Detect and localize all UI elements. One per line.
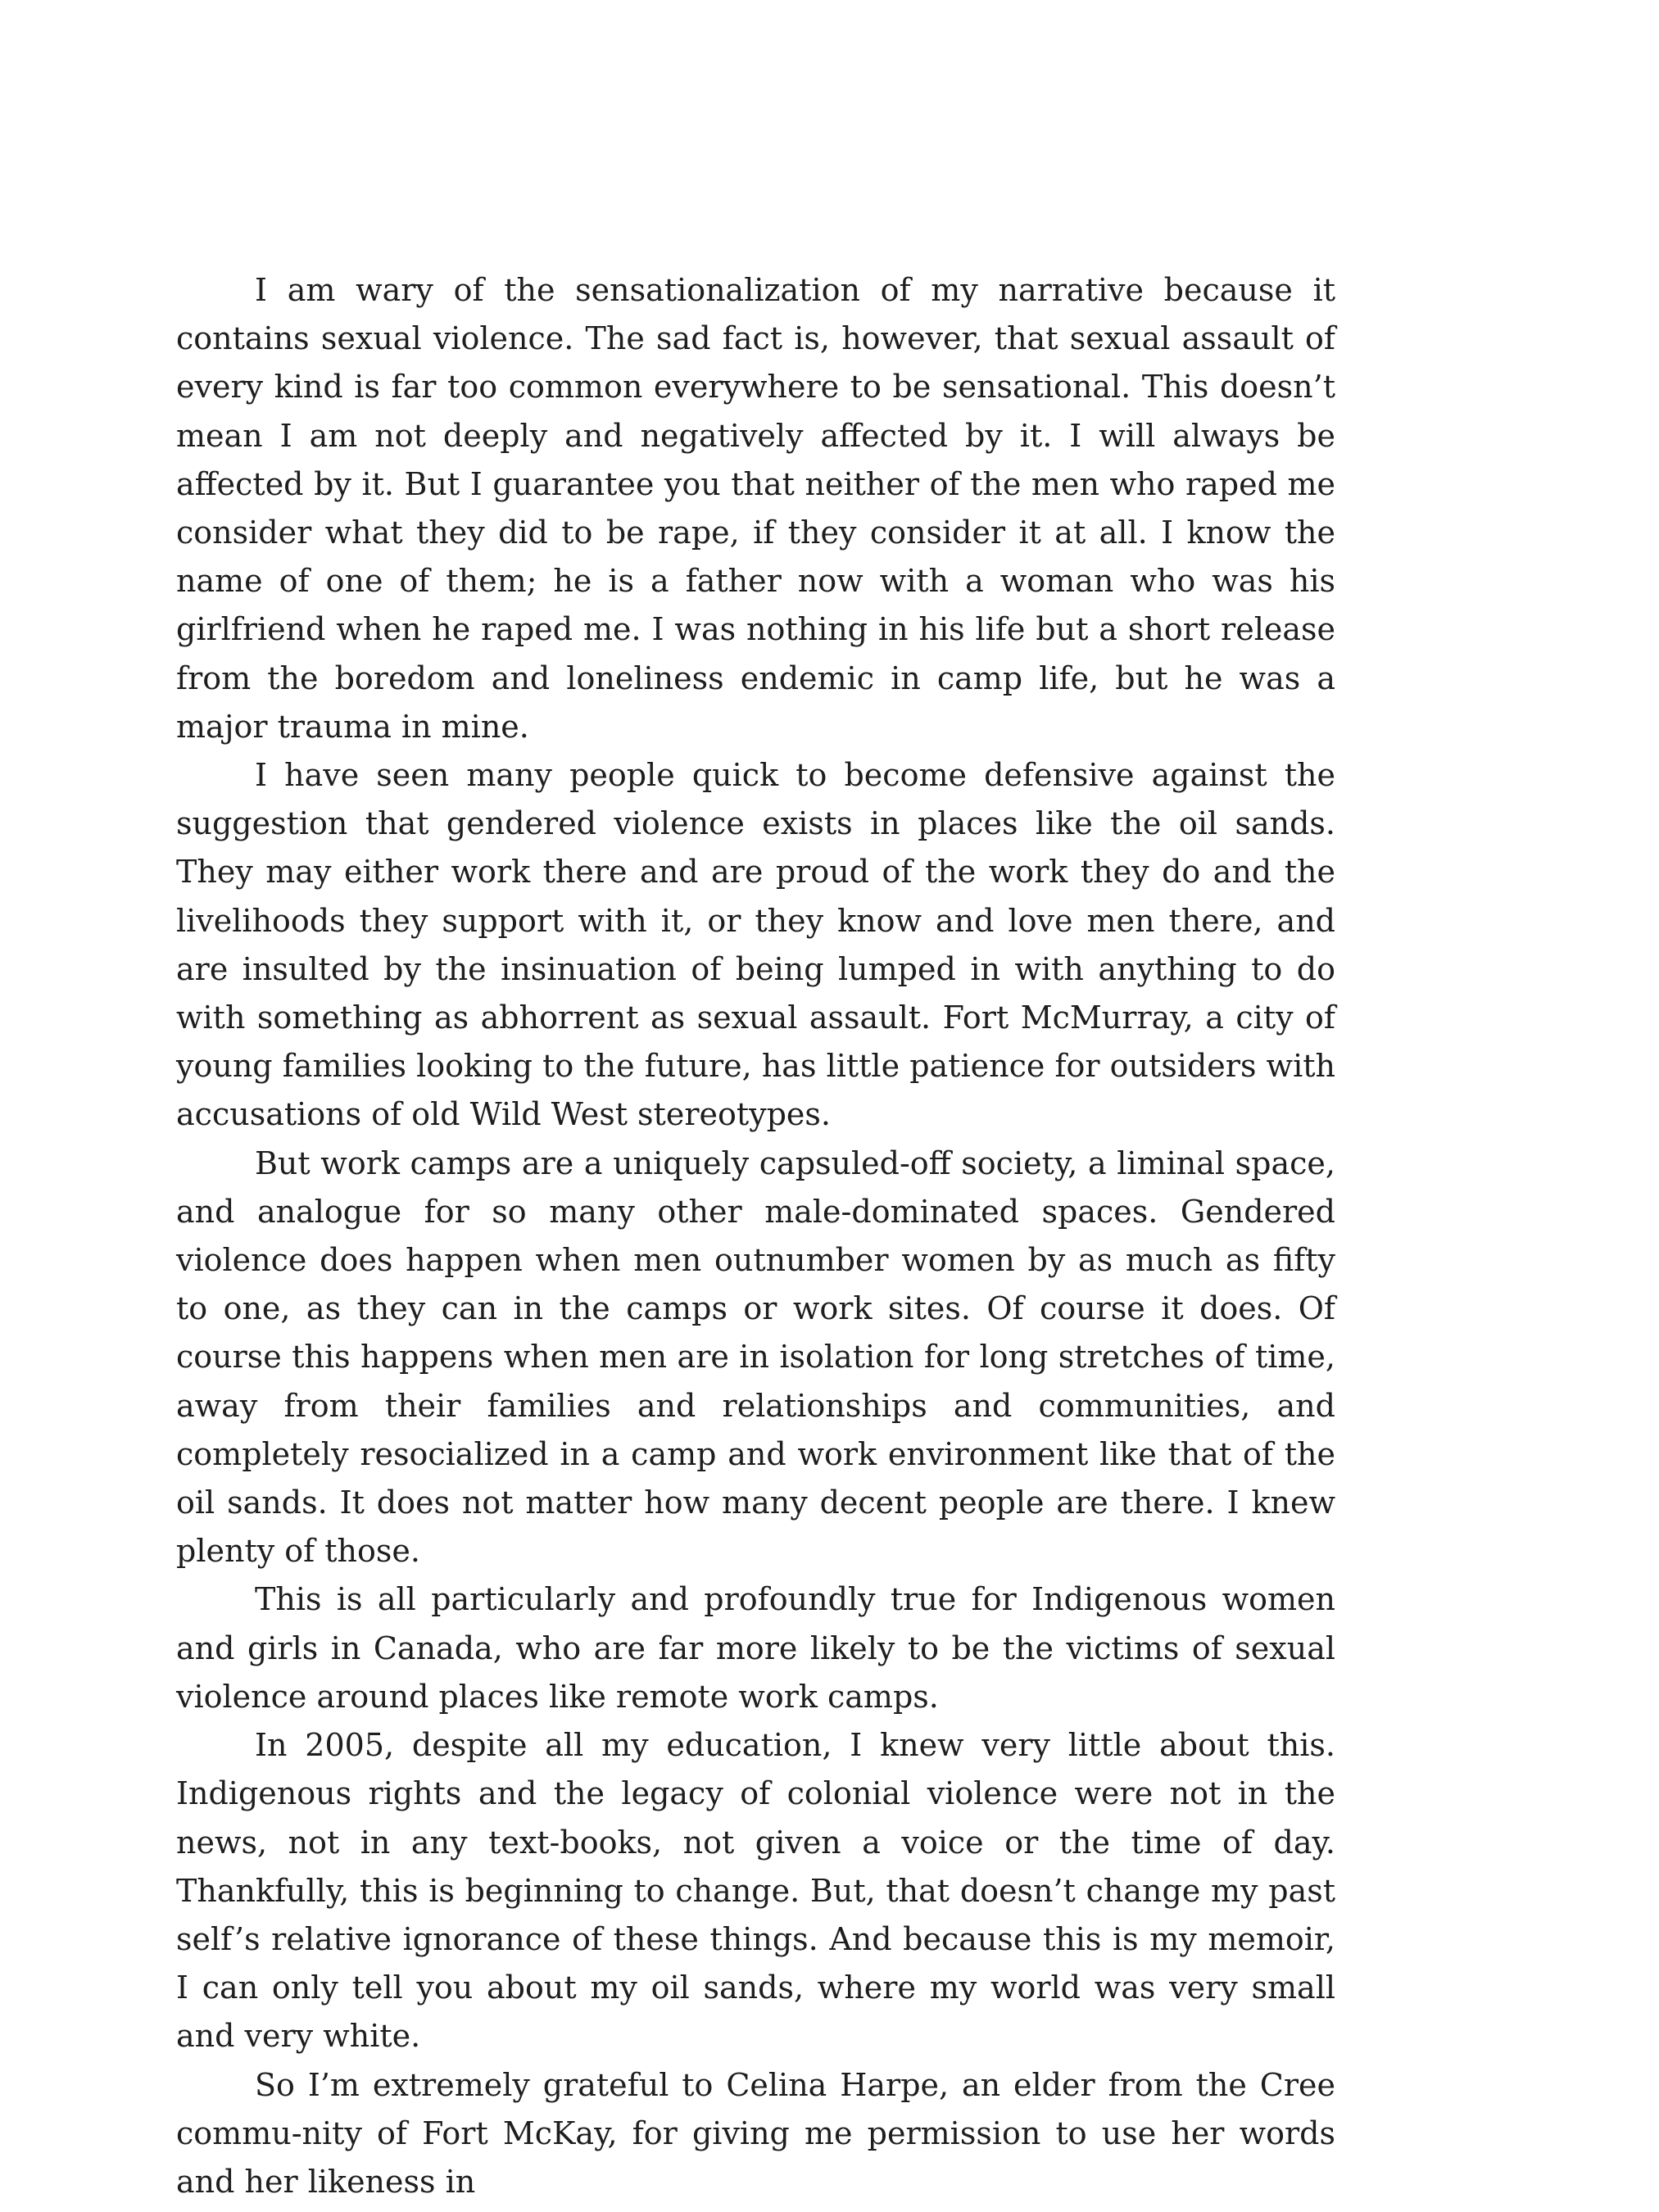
paragraph-6: So I’m extremely grateful to Celina Harpe, an elder from the Cree commu-nity of Fort McKay, for giving me permission to use her words and her likeness in (176, 2066, 1335, 2200)
body-text (176, 266, 1335, 2206)
paragraph-2: I have seen many people quick to become defensive against the suggestion that gendered violence exists in places like the oil sands. They may either work there and are proud of the work they do and the livelihoods they support with it, or they know and love men there, and are insulted by the insinuation of being lumped in with anything to do with something as abhorrent as sexual assault. Fort McMurray, a city of young families looking to the future, has little patience for outsiders with accusations of old Wild West stereotypes. (176, 757, 1335, 1133)
paragraph-3: But work camps are a uniquely capsuled-off society, a liminal space, and analogue for so many other male-dominated spaces. Gendered violence does happen when men outnumber women by as much as fifty to one, as they can in the camps or work sites. Of course it does. Of course this happens when men are in isolation for long stretches of time, away from their families and relationships and communities, and completely resocialized in a camp and work environment like that of the oil sands. It does not matter how many decent people are there. I knew plenty of those. (176, 1145, 1335, 1570)
paragraph-1: I am wary of the sensationalization of my narrative because it contains sexual violence. The sad fact is, however, that sexual assault of every kind is far too common everywhere to be sensational. This doesn’t mean I am not deeply and negatively affected by it. I will always be affected by it. But I guarantee you that neither of the men who raped me consider what they did to be rape, if they consider it at all. I know the name of one of them; he is a father now with a woman who was his girlfriend when he raped me. I was nothing in his life but a short release from the boredom and loneliness endemic in camp life, but he was a major trauma in mine. (176, 272, 1335, 745)
paragraph-5: In 2005, despite all my education, I knew very little about this. Indigenous rights and the legacy of colonial violence were not in the news, not in any text-books, not given a voice or the time of day. Thankfully, this is beginning to change. But, that doesn’t change my past self’s relative ignorance of these things. And because this is my memoir, I can only tell you about my oil sands, where my world was very small and very white. (176, 1727, 1335, 2055)
paragraph-4: This is all particularly and profoundly true for Indigenous women and girls in Canada, who are far more likely to be the victims of sexual violence around places like remote work camps. (176, 1581, 1335, 1715)
